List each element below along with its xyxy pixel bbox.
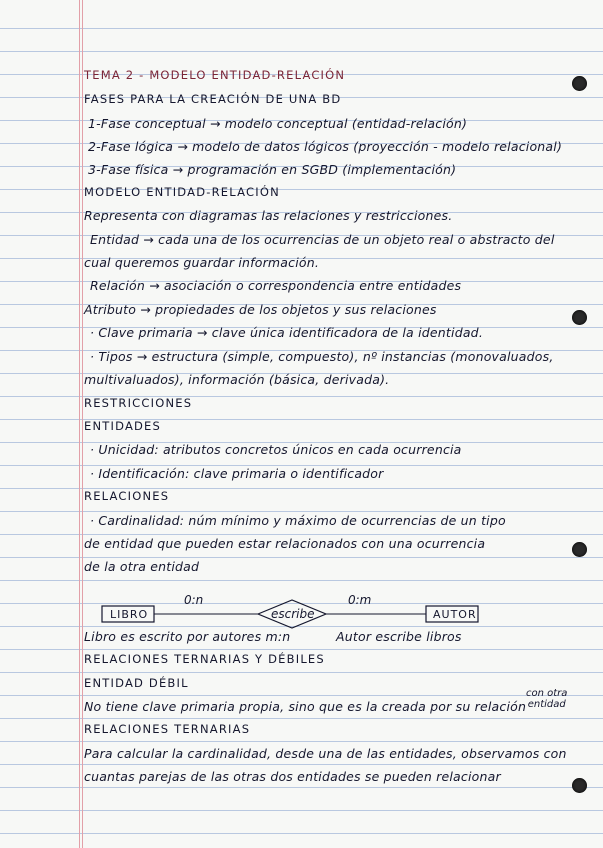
- weak-entity-note-1: con otra: [526, 688, 568, 699]
- binder-hole: [572, 76, 587, 91]
- phase-3: 3-Fase física → programación en SGBD (implementación): [88, 162, 457, 177]
- cardinality-text-3: de la otra entidad: [84, 559, 200, 574]
- phases-heading: FASES PARA LA CREACIÓN DE UNA BD: [84, 92, 342, 106]
- diagram-caption-2: Autor escribe libros: [336, 629, 462, 644]
- margin-line: [79, 0, 80, 848]
- ternary-heading: RELACIONES TERNARIAS: [84, 722, 251, 736]
- entities-heading: ENTIDADES: [84, 419, 162, 433]
- diagram-caption-1: Libro es escrito por autores m:n: [84, 629, 291, 644]
- entity-libro-label: LIBRO: [110, 608, 149, 621]
- relations-heading: RELACIONES: [84, 489, 170, 503]
- binder-hole: [572, 310, 587, 325]
- phase-2: 2-Fase lógica → modelo de datos lógicos (proyección - modelo relacional): [88, 139, 563, 154]
- ternary-text-2: cuantas parejas de las otras dos entidades se pueden relacionar: [84, 769, 501, 784]
- uniqueness-text: · Unicidad: atributos concretos únicos en cada ocurrencia: [90, 442, 462, 457]
- weak-entity-text: No tiene clave primaria propia, sino que es la creada por su relación: [84, 699, 527, 714]
- page-title: TEMA 2 - MODELO ENTIDAD-RELACIÓN: [84, 68, 346, 82]
- relation-escribe-label: escribe: [271, 607, 315, 621]
- margin-line-second: [82, 0, 83, 848]
- primary-key-text: · Clave primaria → clave única identificadora de la identidad.: [90, 325, 483, 340]
- model-heading: MODELO ENTIDAD-RELACIÓN: [84, 185, 280, 199]
- entity-autor-label: AUTOR: [433, 608, 477, 621]
- relation-definition: Relación → asociación o correspondencia entre entidades: [90, 278, 462, 293]
- cardinality-text-2: de entidad que pueden estar relacionados con una ocurrencia: [84, 536, 486, 551]
- ternary-text-1: Para calcular la cardinalidad, desde una de las entidades, observamos con: [84, 746, 567, 761]
- restrictions-heading: RESTRICCIONES: [84, 396, 193, 410]
- types-text-2: multivaluados), información (básica, derivada).: [84, 372, 390, 387]
- cardinality-left-label: 0:n: [184, 593, 204, 607]
- binder-hole: [572, 542, 587, 557]
- represents-text: Representa con diagramas las relaciones y restricciones.: [84, 208, 453, 223]
- binder-hole: [572, 778, 587, 793]
- weak-entity-note-2: entidad: [527, 699, 566, 710]
- weak-entity-heading: ENTIDAD DÉBIL: [84, 676, 189, 690]
- attribute-definition: Atributo → propiedades de los objetos y sus relaciones: [84, 302, 437, 317]
- phase-1: 1-Fase conceptual → modelo conceptual (entidad-relación): [88, 116, 468, 131]
- ternary-weak-heading: RELACIONES TERNARIAS Y DÉBILES: [84, 652, 325, 666]
- identification-text: · Identificación: clave primaria o identificador: [90, 466, 384, 481]
- entity-definition-2: cual queremos guardar información.: [84, 255, 320, 270]
- entity-definition-1: Entidad → cada una de los ocurrencias de un objeto real o abstracto del: [90, 232, 555, 247]
- weak-entity-side-note: [526, 688, 567, 710]
- cardinality-text-1: · Cardinalidad: núm mínimo y máximo de ocurrencias de un tipo: [90, 513, 506, 528]
- er-diagram: [90, 592, 490, 632]
- types-text-1: · Tipos → estructura (simple, compuesto), nº instancias (monovaluados,: [90, 349, 554, 364]
- cardinality-right-label: 0:m: [348, 593, 372, 607]
